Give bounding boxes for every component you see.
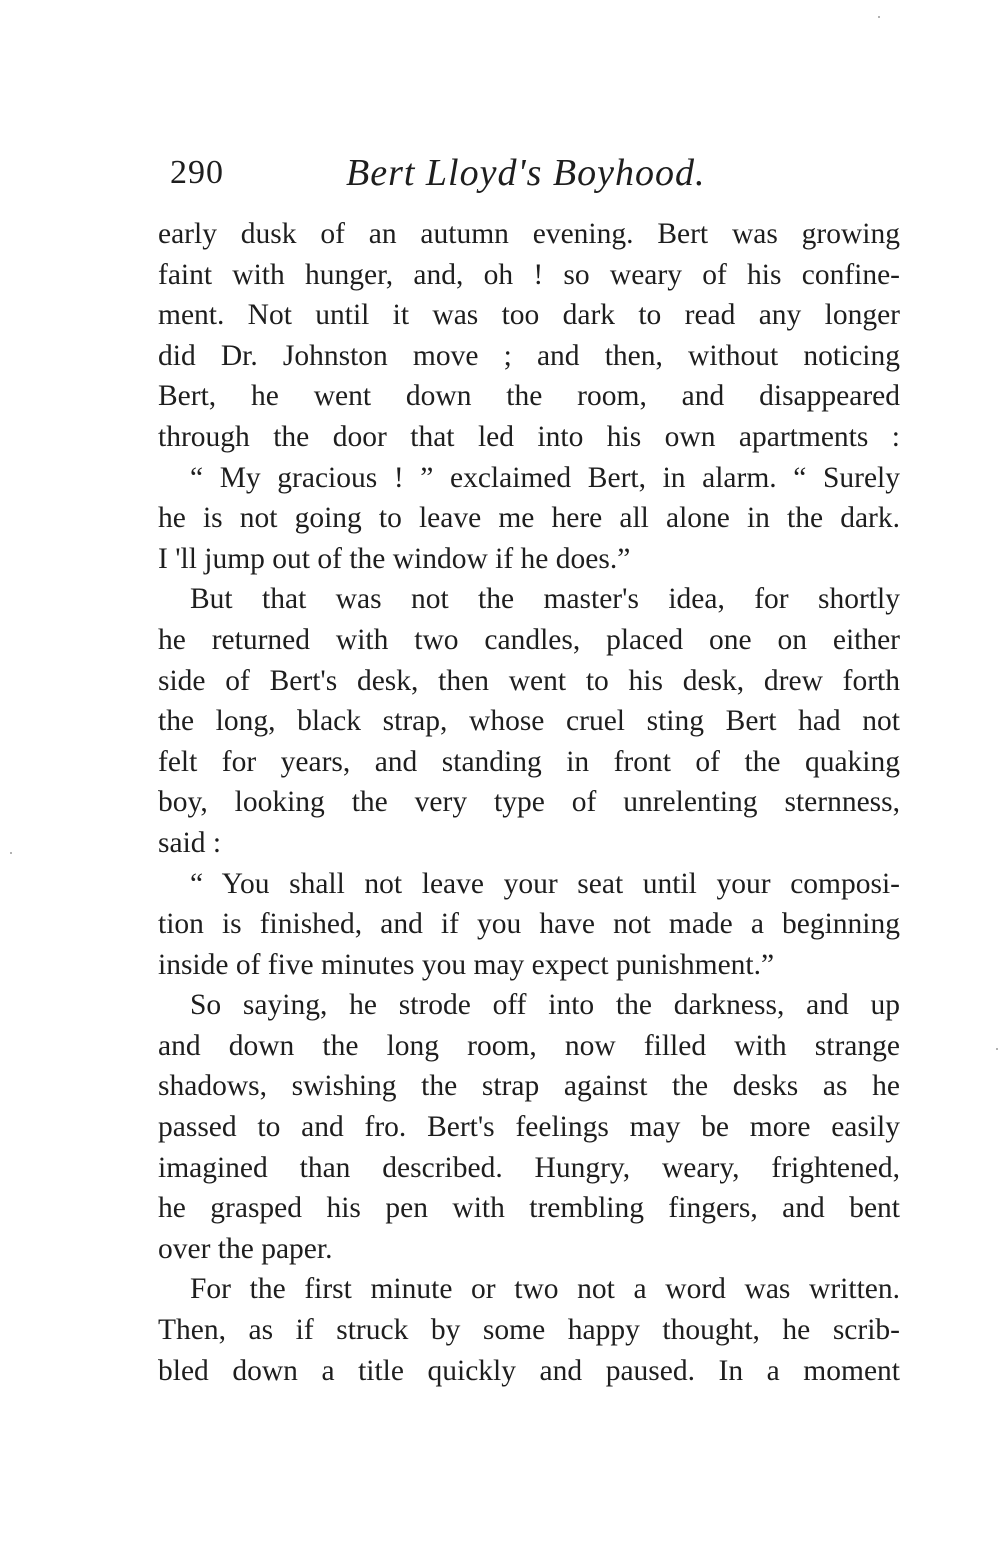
- text-line: the long, black strap, whose cruel sting Bert had not: [158, 705, 900, 738]
- running-head: [170, 148, 910, 198]
- text-line: tion is finished, and if you have not made a beginning: [158, 908, 900, 941]
- text-line: Then, as if struck by some happy thought, he scrib-: [158, 1314, 900, 1347]
- page-number: 290: [170, 154, 224, 191]
- text-line: felt for years, and standing in front of the quaking: [158, 745, 900, 778]
- text-line: shadows, swishing the strap against the desks as he: [158, 1070, 900, 1103]
- text-line: boy, looking the very type of unrelenting sternness,: [158, 786, 900, 819]
- text-line: So saying, he strode off into the darkness, and up: [190, 989, 900, 1022]
- text-line: “ You shall not leave your seat until your composi-: [190, 867, 900, 900]
- text-line: bled down a title quickly and paused. In a moment: [158, 1354, 900, 1387]
- text-line: inside of five minutes you may expect punishment.”: [158, 948, 775, 981]
- text-line: he is not going to leave me here all alone in the dark.: [158, 502, 900, 535]
- text-line: he grasped his pen with trembling fingers, and bent: [158, 1192, 900, 1225]
- text-line: I 'll jump out of the window if he does.”: [158, 542, 631, 575]
- text-line: “ My gracious ! ” exclaimed Bert, in alarm. “ Surely: [190, 461, 900, 494]
- text-line: and down the long room, now filled with strange: [158, 1029, 900, 1062]
- scan-speck: [10, 852, 12, 854]
- text-line: through the door that led into his own apartments :: [158, 420, 900, 453]
- text-line: faint with hunger, and, oh ! so weary of his confine-: [158, 258, 900, 291]
- text-line: early dusk of an autumn evening. Bert was growing: [158, 218, 900, 250]
- body-text: [158, 214, 900, 1391]
- text-line: over the paper.: [158, 1232, 333, 1265]
- text-line: did Dr. Johnston move ; and then, without noticing: [158, 339, 900, 372]
- text-line: side of Bert's desk, then went to his desk, drew forth: [158, 664, 900, 697]
- text-line: imagined than described. Hungry, weary, frightened,: [158, 1151, 900, 1184]
- scan-speck: [996, 1048, 998, 1050]
- scan-speck: [878, 16, 880, 18]
- text-line: For the first minute or two not a word was written.: [190, 1273, 900, 1306]
- text-line: he returned with two candles, placed one on either: [158, 623, 900, 656]
- text-line: ment. Not until it was too dark to read any longer: [158, 299, 900, 332]
- text-line: But that was not the master's idea, for shortly: [190, 583, 900, 616]
- book-title: Bert Lloyd's Boyhood.: [346, 152, 706, 194]
- text-line: passed to and fro. Bert's feelings may be more easily: [158, 1111, 900, 1144]
- text-line: Bert, he went down the room, and disappeared: [158, 380, 900, 413]
- text-line: said :: [158, 826, 222, 859]
